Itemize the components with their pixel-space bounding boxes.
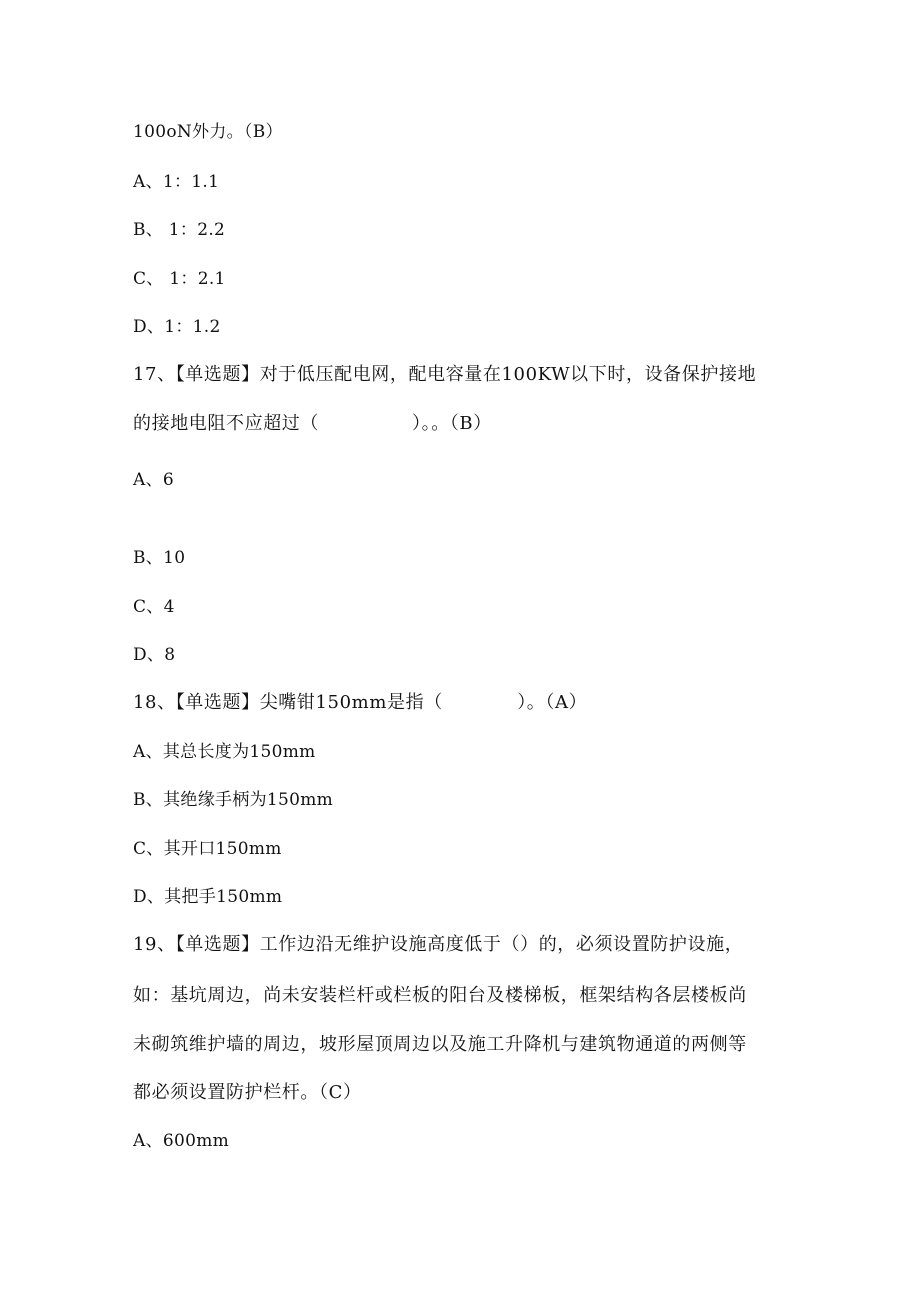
q18-stem: 18、【单选题】尖嘴钳150mm是指（ ）。（A） (133, 692, 588, 713)
q18-option-d: D、其把手150mm (133, 887, 283, 907)
q16-option-a: A、1：1.1 (133, 172, 220, 192)
q19-stem-line-3: 未砌筑维护墙的周边，坡形屋顶周边以及施工升降机与建筑物通道的两侧等 (133, 1034, 747, 1055)
q16-option-c: C、 1：2.1 (133, 269, 226, 289)
q17-option-d: D、8 (133, 645, 176, 665)
q17-option-b: B、10 (133, 548, 186, 568)
q17-option-c: C、4 (133, 597, 175, 617)
q19-stem-line-4: 都必须设置防护栏杆。（C） (133, 1082, 362, 1103)
q17-option-a: A、6 (133, 470, 174, 490)
q18-option-a: A、其总长度为150mm (133, 742, 316, 762)
q18-option-c: C、其开口150mm (133, 839, 282, 859)
q16-option-d: D、1：1.2 (133, 317, 221, 337)
q19-stem-line-1: 19、【单选题】工作边沿无维护设施高度低于（）的，必须设置防护设施， (133, 934, 744, 955)
q16-option-b: B、 1：2.2 (133, 220, 226, 240)
q17-stem-line-1: 17、【单选题】对于低压配电网，配电容量在100KW以下时，设备保护接地 (133, 364, 757, 385)
q16-stem-tail: 100oN外力。（B） (133, 122, 283, 142)
q19-stem-line-2: 如：基坑周边，尚未安装栏杆或栏板的阳台及楼梯板，框架结构各层楼板尚 (133, 985, 747, 1006)
q17-stem-line-2: 的接地电阻不应超过（ ）。。（B） (133, 413, 492, 434)
q19-option-a: A、600mm (133, 1131, 230, 1151)
q18-option-b: B、其绝缘手柄为150mm (133, 790, 334, 810)
